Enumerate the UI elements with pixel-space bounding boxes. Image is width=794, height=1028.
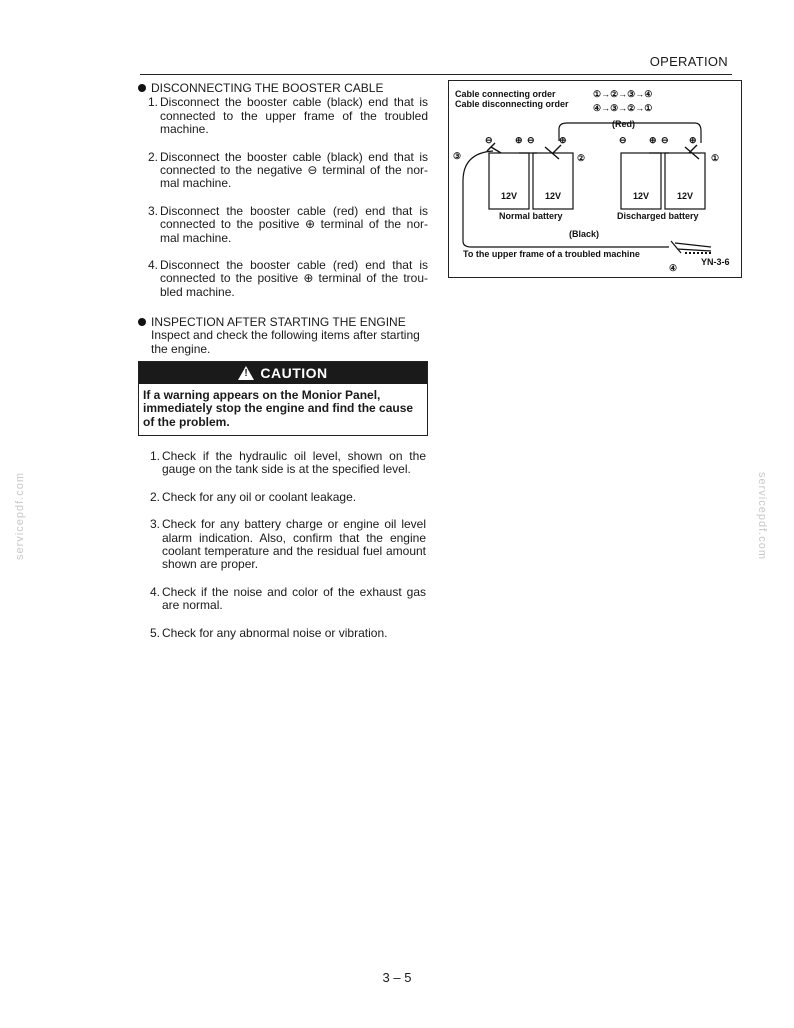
disconnect-step: 1. Disconnect the booster cable (black) end that is connected to the upper frame of the troubled machine.: [148, 95, 428, 137]
check-item: 3. Check for any battery charge or engine oil level alarm indication. Also, confirm that the engine coolant temperature and the residual fuel amount shown are proper.: [150, 517, 426, 572]
section-header: OPERATION: [649, 54, 728, 69]
bullet-icon: [138, 84, 146, 92]
disconnecting-order-seq: ④→③→②→①: [593, 103, 653, 113]
connecting-order-label: Cable connecting order: [455, 89, 556, 99]
plus-sign: ⊕: [649, 135, 657, 145]
upper-frame-label: To the upper frame of a troubled machine: [463, 249, 640, 259]
caution-label: CAUTION: [260, 365, 328, 381]
check-item: 4. Check if the noise and color of the exhaust gas are normal.: [150, 584, 426, 613]
check-item: 1. Check if the hydraulic oil level, shown on the gauge on the tank side is at the specified level.: [150, 449, 426, 477]
plus-sign: ⊕: [689, 135, 697, 145]
figure-code: YN-3-6: [701, 257, 730, 267]
minus-sign: ⊖: [661, 135, 669, 145]
minus-sign: ⊖: [619, 135, 627, 145]
clamp-icon: [545, 145, 561, 159]
normal-battery-label: Normal battery: [499, 211, 563, 221]
red-label: (Red): [612, 119, 635, 129]
header-rule: [140, 74, 732, 75]
caution-bar: [139, 362, 427, 384]
inspection-intro: Inspect and check the following items after starting the engine.: [151, 328, 420, 356]
minus-sign: ⊖: [485, 135, 493, 145]
clamp-icon: [685, 145, 699, 159]
inspection-heading: INSPECTION AFTER STARTING THE ENGINE: [151, 315, 406, 329]
disconnect-heading: DISCONNECTING THE BOOSTER CABLE: [151, 81, 384, 95]
checks-section: [150, 450, 426, 654]
disconnect-step: 3. Disconnect the booster cable (red) end that is connected to the positive ⊕ terminal of the nor-mal machine.: [148, 203, 428, 245]
caution-text: If a warning appears on the Monior Panel, immediately stop the engine and find the cause of the problem.: [143, 388, 414, 429]
page-number: 3 – 5: [382, 970, 412, 985]
plus-sign: ⊕: [559, 135, 567, 145]
plus-sign: ⊕: [515, 135, 523, 145]
disconnect-step: 4. Disconnect the booster cable (red) end that is connected to the positive ⊕ terminal of the trou-bled machine.: [148, 258, 428, 299]
battery-voltage: 12V: [545, 191, 562, 201]
marker-3: ③: [453, 151, 462, 161]
battery-voltage: 12V: [633, 191, 650, 201]
black-label: (Black): [569, 229, 600, 239]
disconnect-heading-row: [138, 82, 428, 95]
disconnect-step: 2. Disconnect the booster cable (black) end that is connected to the negative ⊖ terminal of the nor-mal machine.: [148, 149, 428, 191]
battery-voltage: 12V: [501, 191, 518, 201]
disconnect-steps: [138, 96, 428, 299]
watermark-left: servicepdf.com: [13, 472, 26, 560]
frame-clamp-icon: [671, 241, 711, 253]
warning-triangle-icon: [238, 366, 254, 380]
booster-cable-diagram: [448, 80, 742, 278]
diagram-svg: [449, 81, 741, 277]
discharged-battery-label: Discharged battery: [617, 211, 699, 221]
battery-voltage: 12V: [677, 191, 694, 201]
minus-sign: ⊖: [527, 135, 535, 145]
marker-1: ①: [711, 153, 720, 163]
watermark-right: servicepdf.com: [755, 472, 768, 560]
disconnect-section: [138, 82, 428, 313]
disconnecting-order-label: Cable disconnecting order: [455, 99, 569, 109]
marker-2: ②: [577, 153, 586, 163]
check-item: 5. Check for any abnormal noise or vibration.: [150, 625, 388, 640]
inspection-heading-row: [138, 316, 428, 329]
connecting-order-seq: ①→②→③→④: [593, 89, 653, 99]
check-item: 2. Check for any oil or coolant leakage.: [150, 489, 357, 504]
checks-list: [150, 450, 426, 640]
bullet-icon: [138, 318, 146, 326]
inspection-section: [138, 316, 428, 356]
caution-box: [138, 361, 428, 436]
marker-4: ④: [669, 263, 678, 273]
